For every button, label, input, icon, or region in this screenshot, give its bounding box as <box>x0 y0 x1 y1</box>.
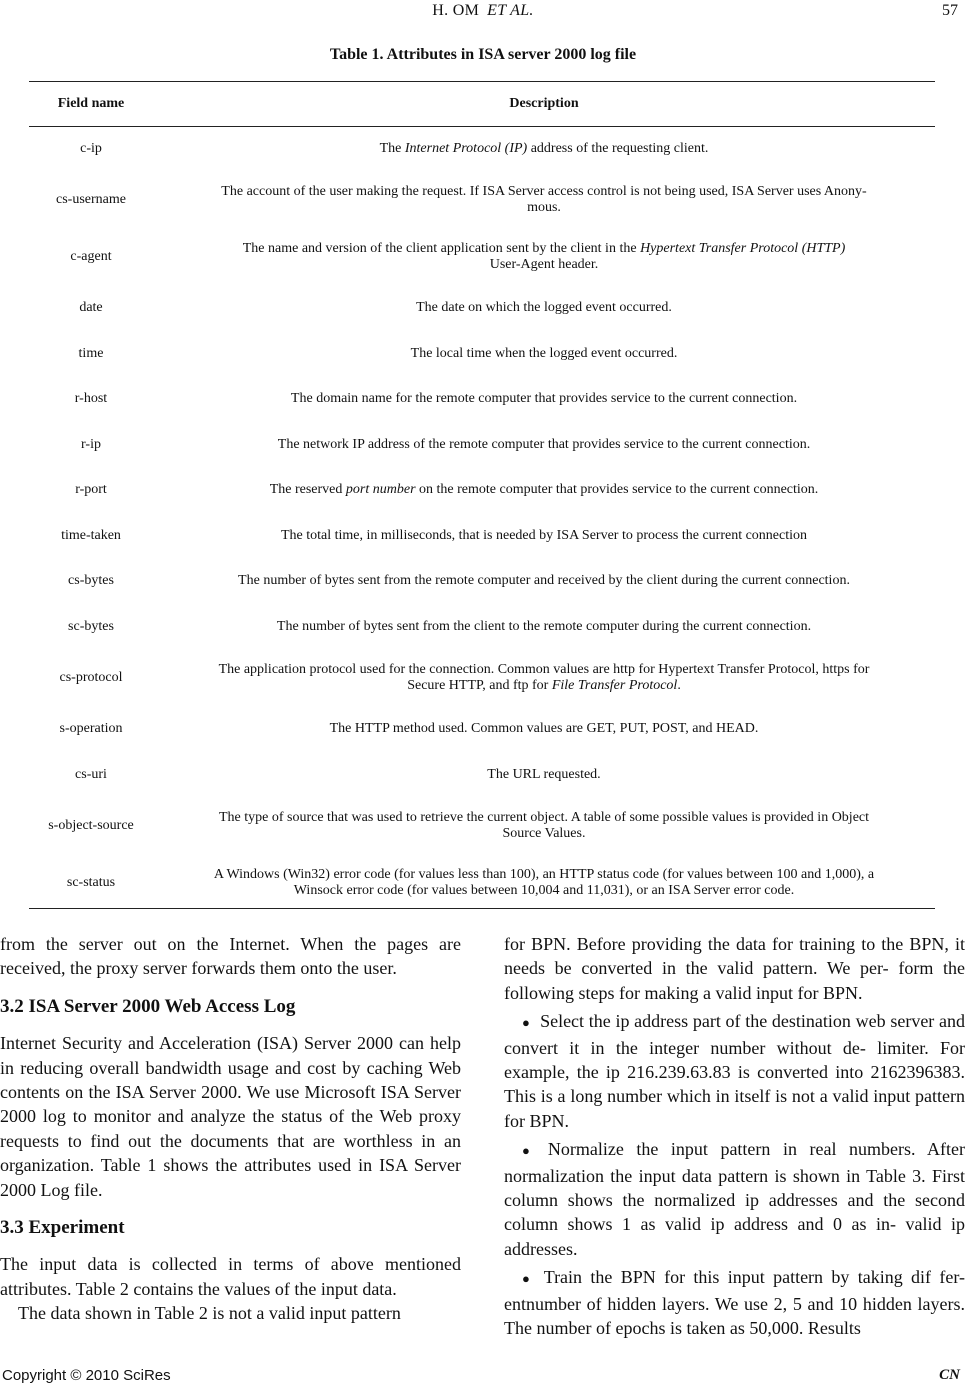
section-heading-3-2: 3.2 ISA Server 2000 Web Access Log <box>0 995 296 1017</box>
description-text: Source Values. <box>502 826 586 841</box>
column-header-field-name: Field name <box>57 96 125 111</box>
description-text: address of the requesting client. <box>527 140 709 156</box>
table-row <box>29 752 935 798</box>
description-text: The URL requested. <box>487 766 601 782</box>
description-text: Winsock error code (for values between 10,004 and 11,031), or an ISA Server error code. <box>293 883 795 898</box>
table-row <box>29 604 935 650</box>
description-text: The application protocol used for the connection. Common values are http for Hypertext Transfer Protocol, https for <box>218 662 870 677</box>
column-header-description: Description <box>509 96 579 111</box>
description-text: The number of bytes sent from the client to the remote computer during the current connection. <box>276 618 812 634</box>
bullet-text: Train the BPN for this input pattern by taking dif fer- entnumber of hidden layers. We use 2, 5 and 10 hidden layers. The number of epochs is taken as 50,000. Results <box>504 1267 966 1339</box>
bullet-icon: ● <box>522 1143 538 1159</box>
field-name-cell: time-taken <box>61 527 121 543</box>
field-name-cell: c-agent <box>70 249 112 264</box>
bullet-text: Select the ip address part of the destination web server and convert it in the integer number without de- limiter. For example, the ip 216.239.63.83 is converted into 2162396383. This is a long number which in itself is not a valid input pattern for BPN. <box>504 1011 965 1131</box>
bullet-item <box>504 1265 965 1340</box>
description-text: The type of source that was used to retrieve the current object. A table of some possible values is provided in Object <box>218 810 870 825</box>
field-name-cell: sc-status <box>66 875 116 890</box>
field-name-cell: cs-uri <box>75 766 107 782</box>
description-text: on the remote computer that provides service to the current connection. <box>415 482 819 498</box>
field-name-cell: cs-protocol <box>59 670 123 685</box>
field-name-cell: cs-bytes <box>68 573 114 589</box>
table-row <box>29 377 935 423</box>
paragraph: from the server out on the Internet. When the pages are received, the proxy server forwards them onto the user. <box>0 934 461 979</box>
table-row <box>29 126 935 172</box>
description-cell <box>153 377 935 423</box>
description-cell <box>153 798 935 855</box>
paragraph: Internet Security and Acceleration (ISA) Server 2000 can help in reducing overall bandwidth usage and cost by caching Web contents on the ISA Server 2000. We use Microsoft ISA Server 2000 log to monitor and analyze the status of the Web proxy requests to find out the documents that are worthless in an organization. Table 1 shows the attributes used in ISA Server 2000 Log file. <box>0 1033 461 1200</box>
description-text: The network IP address of the remote computer that provides service to the current connection. <box>277 436 811 452</box>
description-italic: File Transfer Protocol <box>551 678 678 693</box>
running-head <box>0 2 966 20</box>
field-name-cell: s-operation <box>59 721 123 737</box>
bullet-text: Normalize the input pattern in real numbers. After normalization the input data pattern is shown in Table 3. First column shows the normalized ip addresses and the second column shows 1 as valid ip address and 0 as in- valid ip addresses. <box>504 1139 965 1259</box>
description-cell <box>153 468 935 514</box>
running-head-et-al: ET AL. <box>487 2 534 19</box>
description-text: The HTTP method used. Common values are GET, PUT, POST, and HEAD. <box>329 721 759 737</box>
description-cell <box>153 559 935 605</box>
description-text: The number of bytes sent from the remote computer and received by the client during the current connection. <box>238 573 850 589</box>
description-text: Secure HTTP, and ftp for <box>407 678 552 693</box>
right-text-column <box>504 932 965 1341</box>
table-row <box>29 468 935 514</box>
table-row <box>29 513 935 559</box>
field-name-cell: date <box>79 300 103 316</box>
description-cell <box>153 650 935 707</box>
description-text: The reserved <box>269 482 346 498</box>
paragraph: The data shown in Table 2 is not a valid input pattern <box>18 1303 401 1324</box>
description-text: The domain name for the remote computer that provides service to the current connection. <box>290 391 798 407</box>
description-cell <box>153 286 935 332</box>
description-cell <box>153 126 935 172</box>
left-text-column <box>0 932 461 1326</box>
table-row <box>29 707 935 753</box>
field-name-cell: c-ip <box>80 140 102 156</box>
description-cell <box>153 604 935 650</box>
paragraph: The input data is collected in terms of above mentioned attributes. Table 2 contains the values of the input data. <box>0 1254 461 1299</box>
description-text: The date on which the logged event occurred. <box>416 300 672 316</box>
description-italic: Internet Protocol (IP) <box>404 140 528 156</box>
description-cell <box>153 422 935 468</box>
table-row <box>29 559 935 605</box>
description-text: The total time, in milliseconds, that is needed by ISA Server to process the current connection <box>280 527 808 543</box>
field-name-cell: r-port <box>75 482 107 498</box>
table-header-row <box>29 82 935 126</box>
page-number: 57 <box>942 2 958 19</box>
section-heading-3-3: 3.3 Experiment <box>0 1217 125 1239</box>
description-cell <box>153 172 935 229</box>
bullet-item <box>504 1137 965 1261</box>
table-row <box>29 422 935 468</box>
paragraph: for BPN. Before providing the data for training to the BPN, it needs be converted in the valid pattern. We per- form the following steps for making a valid input for BPN. <box>504 934 965 1003</box>
table-row <box>29 650 935 707</box>
description-text: . <box>677 678 681 693</box>
bullet-icon: ● <box>522 1015 531 1031</box>
description-text: User-Agent header. <box>489 257 599 272</box>
field-name-cell: r-host <box>74 391 108 407</box>
table-row <box>29 331 935 377</box>
table-row <box>29 286 935 332</box>
description-cell <box>153 513 935 559</box>
field-name-cell: s-object-source <box>48 818 134 833</box>
attributes-table <box>29 82 935 912</box>
description-cell <box>153 855 935 912</box>
footer-copyright: Copyright © 2010 SciRes <box>2 1367 171 1384</box>
description-italic: Hypertext Transfer Protocol (HTTP) <box>640 241 846 256</box>
field-name-cell: sc-bytes <box>68 618 114 634</box>
description-text: The account of the user making the request. If ISA Server access control is not being used, ISA Server uses Anony- <box>221 184 867 199</box>
table-row <box>29 855 935 912</box>
description-text: A Windows (Win32) error code (for values less than 100), an HTTP status code (for values between 100 and 1,000), a <box>213 867 875 882</box>
description-text: mous. <box>527 200 561 215</box>
table-row <box>29 229 935 286</box>
description-cell <box>153 331 935 377</box>
field-name-cell: r-ip <box>81 436 101 452</box>
table-row <box>29 172 935 229</box>
description-text: The <box>379 140 405 156</box>
bullet-icon: ● <box>522 1271 534 1287</box>
description-cell <box>153 229 935 286</box>
description-text: The local time when the logged event occurred. <box>410 345 678 361</box>
description-text: The name and version of the client application sent by the client in the <box>242 241 641 256</box>
description-cell <box>153 707 935 753</box>
running-head-authors: H. OM <box>432 2 480 19</box>
description-italic: port number <box>345 482 416 498</box>
field-name-cell: cs-username <box>56 192 126 207</box>
table-row <box>29 798 935 855</box>
bullet-item <box>504 1009 965 1133</box>
field-name-cell: time <box>78 345 104 361</box>
description-cell <box>153 752 935 798</box>
footer-journal: CN <box>939 1367 960 1383</box>
table-caption: Table 1. Attributes in ISA server 2000 log file <box>329 46 637 63</box>
